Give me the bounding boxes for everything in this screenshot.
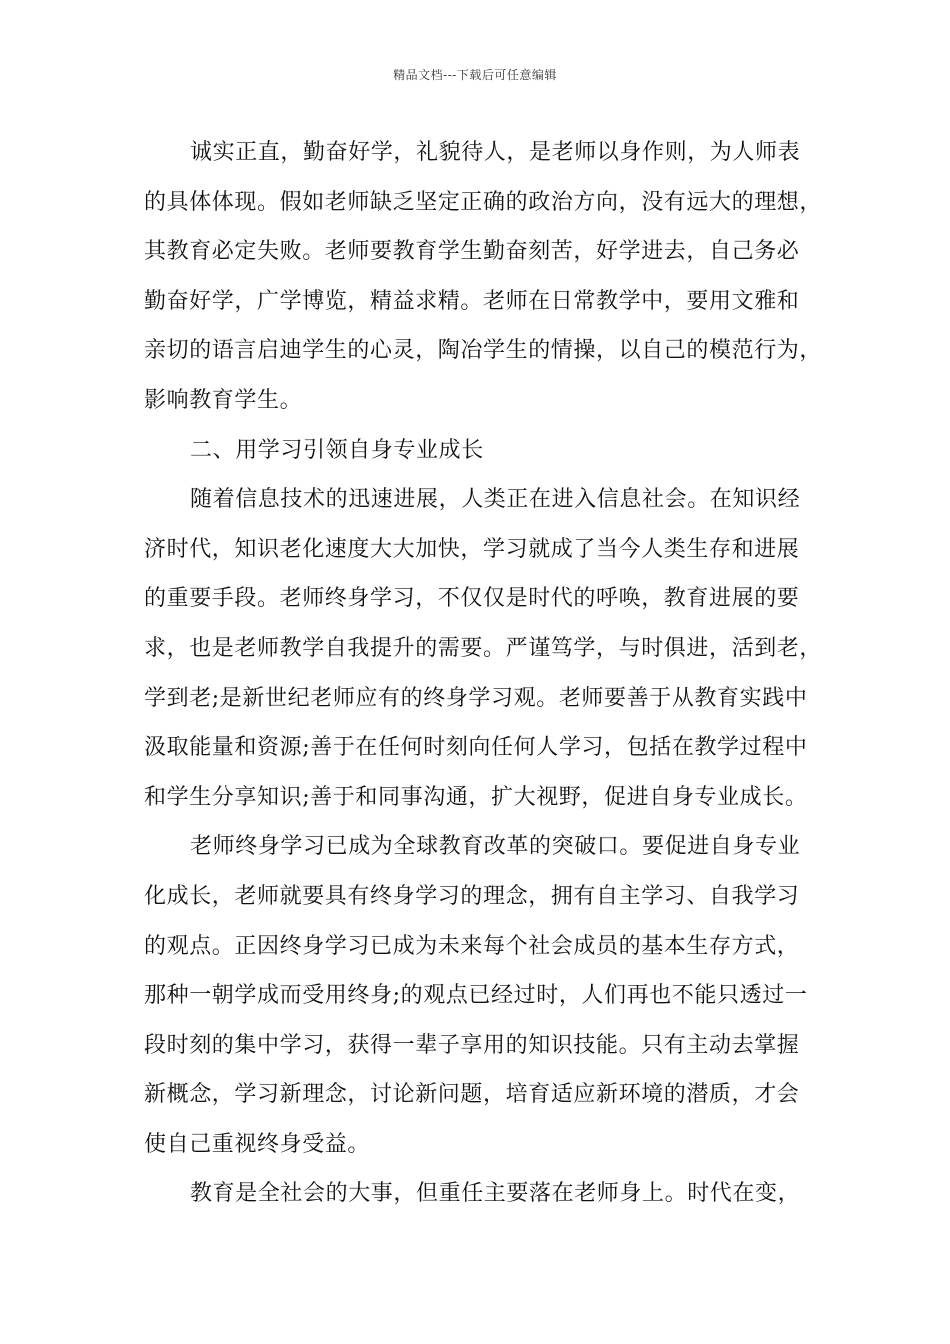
paragraph-line: 勤奋好学，广学博览，精益求精。老师在日常教学中，要用文雅和: [144, 288, 800, 314]
paragraph-line: 亲切的语言启迪学生的心灵，陶冶学生的情操，以自己的模范行为，: [144, 338, 823, 364]
paragraph-line: 的具体体现。假如老师缺乏坚定正确的政治方向，没有远大的理想，: [144, 189, 823, 215]
paragraph-line: 其教育必定失败。老师要教育学生勤奋刻苦，好学进去，自己务必: [144, 239, 800, 265]
paragraph-line: 化成长，老师就要具有终身学习的理念，拥有自主学习、自我学习: [144, 883, 800, 909]
page-header: 精品文档---下载后可任意编辑: [393, 68, 557, 82]
paragraph-line: 新概念，学习新理念，讨论新问题，培育适应新环境的潜质，才会: [144, 1082, 800, 1108]
paragraph-line: 那种一朝学成而受用终身;的观点已经过时，人们再也不能只透过一: [144, 983, 808, 1009]
paragraph-line: 学到老;是新世纪老师应有的终身学习观。老师要善于从教育实践中: [144, 685, 808, 711]
paragraph-line: 老师终身学习已成为全球教育改革的突破口。要促进自身专业: [190, 834, 801, 860]
paragraph-line: 求，也是老师教学自我提升的需要。严谨笃学，与时俱进，活到老，: [144, 635, 823, 661]
paragraph-line: 汲取能量和资源;善于在任何时刻向任何人学习，包括在教学过程中: [144, 735, 808, 761]
paragraph-line: 的重要手段。老师终身学习，不仅仅是时代的呼唤，教育进展的要: [144, 586, 800, 612]
paragraph-line: 段时刻的集中学习，获得一辈子享用的知识技能。只有主动去掌握: [144, 1032, 800, 1058]
paragraph-line: 使自己重视终身受益。: [144, 1131, 371, 1157]
paragraph-line: 教育是全社会的大事，但重任主要落在老师身上。时代在变，: [190, 1181, 801, 1207]
paragraph-line: 的观点。正因终身学习已成为未来每个社会成员的基本生存方式，: [144, 933, 800, 959]
document-body: [144, 128, 823, 1219]
paragraph-line: 随着信息技术的迅速进展，人类正在进入信息社会。在知识经: [190, 487, 801, 513]
paragraph-line: 济时代，知识老化速度大大加快，学习就成了当今人类生存和进展: [144, 536, 800, 562]
paragraph-line: 和学生分享知识;善于和同事沟通，扩大视野，促进自身专业成长。: [144, 784, 808, 810]
section-heading: 二、用学习引领自身专业成长: [190, 437, 484, 463]
paragraph-line: 影响教育学生。: [144, 387, 303, 413]
paragraph-line: 诚实正直，勤奋好学，礼貌待人，是老师以身作则，为人师表: [190, 140, 801, 165]
